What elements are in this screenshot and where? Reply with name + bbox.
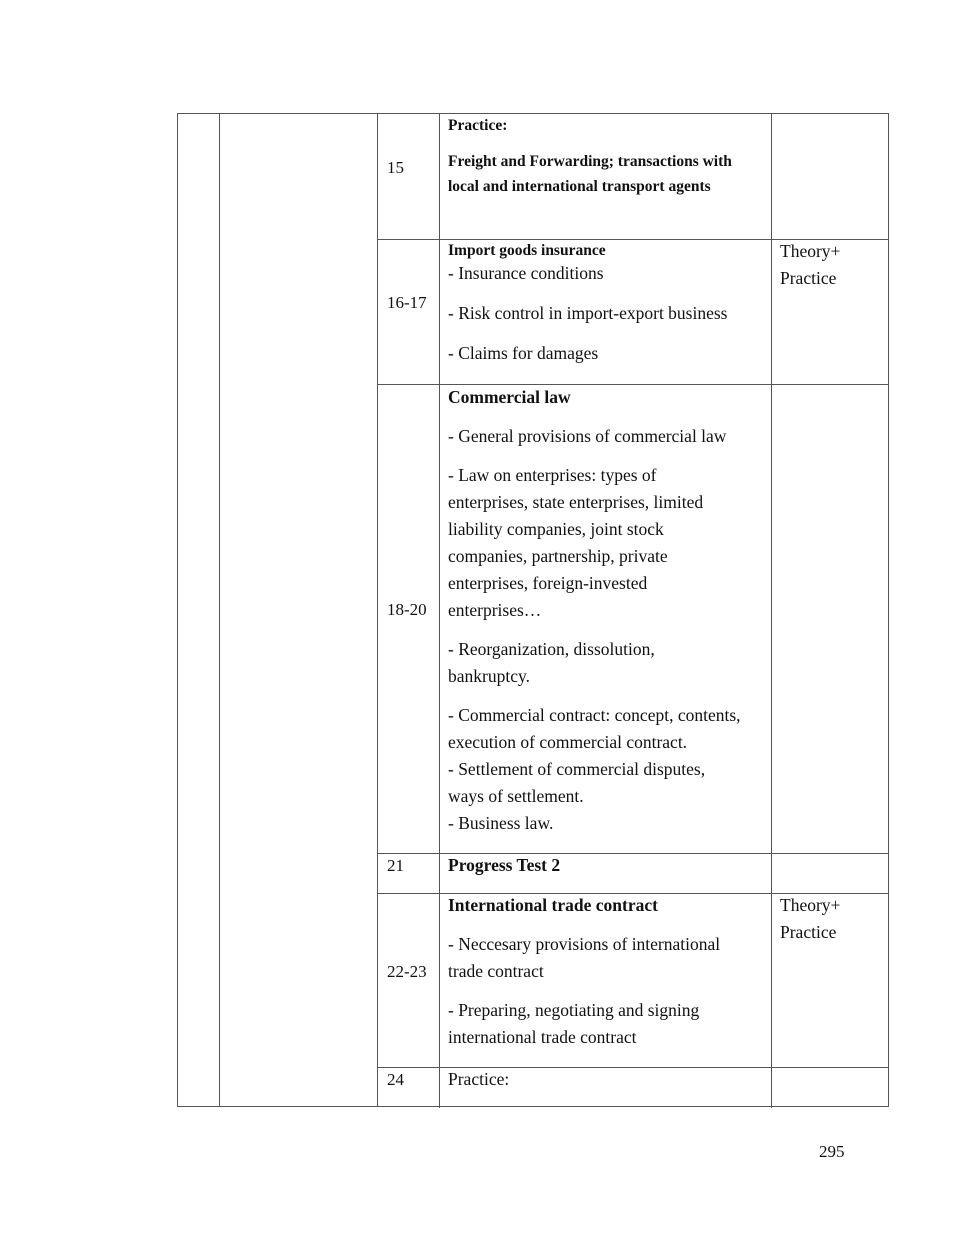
content-cell — [439, 1068, 771, 1108]
row-title: Import goods insurance — [448, 242, 606, 259]
row-subtitle: Freight and Forwarding; transactions with local and international transport agents — [448, 153, 732, 195]
list-item: - General provisions of commercial law — [448, 426, 727, 446]
row-title: Practice: — [448, 117, 508, 134]
list-item: - Business law. — [448, 813, 554, 833]
list-item: - Risk control in import-export business — [448, 303, 728, 323]
session-cell — [378, 854, 439, 894]
content-cell — [439, 894, 771, 1068]
type-cell — [771, 114, 889, 239]
syllabus-table — [177, 113, 889, 1107]
list-item: - Commercial contract: concept, contents, execution of commercial contract. — [448, 705, 741, 752]
type-cell — [771, 854, 889, 894]
session-number: 24 — [387, 1070, 404, 1089]
session-cell — [378, 1068, 439, 1108]
session-number: 15 — [387, 158, 404, 177]
type-label: Practice — [780, 922, 837, 942]
session-number: 16-17 — [387, 293, 427, 312]
content-cell — [439, 854, 771, 894]
type-label: Theory+ — [780, 895, 841, 915]
list-item: - Preparing, negotiating and signing international trade contract — [448, 1000, 700, 1047]
table-row — [378, 853, 888, 894]
table-row — [378, 114, 888, 239]
type-label: Practice — [780, 268, 837, 288]
row-title: International trade contract — [448, 895, 658, 915]
column-divider — [219, 114, 220, 1106]
session-number: 18-20 — [387, 600, 427, 619]
session-cell — [378, 894, 439, 1068]
session-number: 22-23 — [387, 962, 427, 981]
type-cell — [771, 1068, 889, 1108]
type-cell — [771, 385, 889, 854]
list-item: - Settlement of commercial disputes, ways of settlement. — [448, 759, 706, 806]
session-cell — [378, 385, 439, 854]
content-cell — [439, 385, 771, 854]
table-row — [378, 893, 888, 1068]
content-cell — [439, 114, 771, 239]
list-item: - Law on enterprises: types of enterprises, state enterprises, limited liability companies, joint stock companies, partnership, private enterprises, foreign-invested enterprises… — [448, 465, 704, 620]
type-label: Theory+ — [780, 241, 841, 261]
list-item: - Claims for damages — [448, 343, 599, 363]
table-row — [378, 384, 888, 854]
content-cell — [439, 240, 771, 385]
session-cell — [378, 240, 439, 385]
table-row — [378, 239, 888, 385]
row-title: Commercial law — [448, 387, 571, 407]
row-title: Practice: — [448, 1069, 510, 1089]
list-item: - Reorganization, dissolution, bankruptcy. — [448, 639, 655, 686]
row-title: Progress Test 2 — [448, 855, 561, 875]
session-number: 21 — [387, 856, 404, 875]
type-cell — [771, 894, 889, 1068]
list-item: - Insurance conditions — [448, 263, 604, 283]
table-row — [378, 1067, 888, 1108]
type-cell — [771, 240, 889, 385]
list-item: - Neccesary provisions of international trade contract — [448, 934, 721, 981]
session-cell — [378, 114, 439, 239]
page-number: 295 — [819, 1142, 845, 1161]
